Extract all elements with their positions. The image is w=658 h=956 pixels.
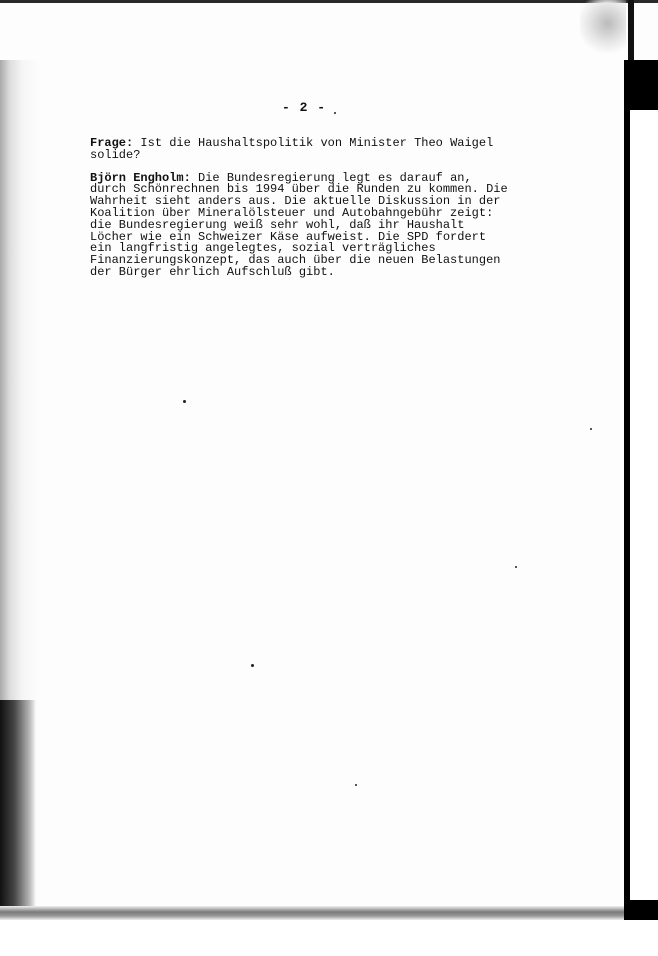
- scan-bottom-margin: [0, 920, 658, 956]
- scan-speck: [183, 400, 186, 403]
- scan-edge-right-inner: [630, 110, 658, 900]
- answer-speaker: Björn Engholm:: [90, 170, 191, 185]
- answer-text: Die Bundesregierung legt es darauf an, durch Schönrechnen bis 1994 über die Runden zu kommen. Die Wahrheit sieht anders aus. Die aktuelle Diskussion in der Koalition über Mineralölsteuer und Autobahngebühr zeigt: die Bundesregierung weiß sehr wohl, daß ihr Haushalt Löcher wie ein Schweizer Käse aufweist. Die SPD fordert ein langfristig angelegtes, sozial verträgliches Finanzierungskonzept, das auch über die neuen Belastungen der Bürger ehrlich Aufschluß gibt.: [90, 170, 508, 279]
- question-text: Ist die Haushaltspolitik von Minister Theo Waigel solide?: [90, 136, 494, 162]
- scan-speck: [251, 664, 254, 667]
- scan-edge-top: [0, 0, 658, 3]
- page-number: - 2 -: [282, 100, 327, 115]
- scan-corner-noise: [580, 0, 626, 58]
- scan-edge-right-top: [628, 0, 634, 60]
- question-speaker: Frage:: [90, 136, 134, 150]
- scan-edge-left-shadow: [0, 700, 36, 920]
- interview-text: [90, 138, 530, 290]
- scan-speck: [590, 428, 592, 430]
- answer-paragraph: [90, 170, 530, 279]
- scan-edge-bottom: [0, 906, 658, 920]
- scan-speck: [515, 566, 517, 568]
- question-paragraph: [90, 138, 530, 162]
- scan-speck: [355, 784, 357, 786]
- scan-speck: [334, 112, 336, 114]
